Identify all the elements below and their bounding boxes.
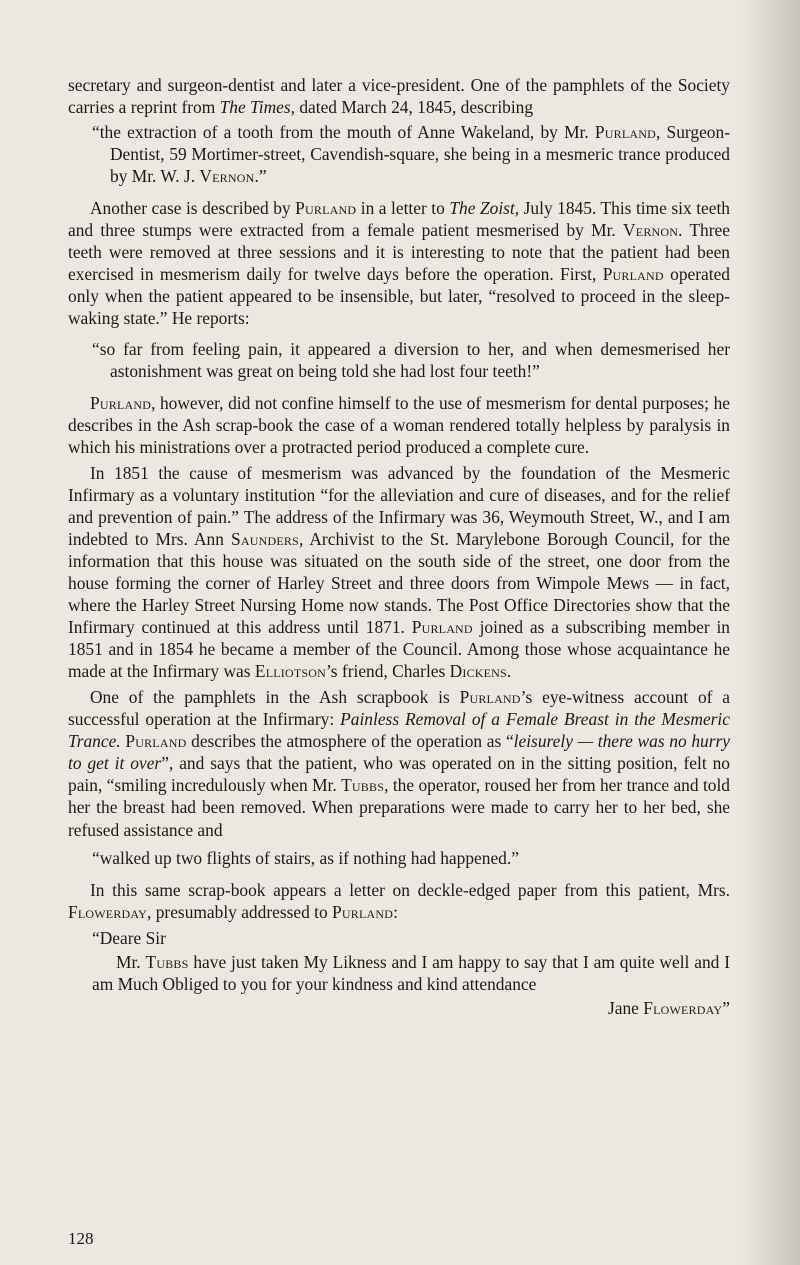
name-smallcaps: Vernon [623,220,679,241]
name-smallcaps: Flowerday [68,901,148,922]
page-edge-shadow [740,0,800,1265]
text-run: describes the atmosphere of the operation as “ [186,731,514,752]
paragraph-3 [68,392,730,458]
periodical-title: The Times, [219,97,295,118]
periodical-title: The Zoist, [449,198,520,219]
text-run: In this same scrap-book appears a letter on deckle-edged paper from this patient, Mrs. [90,879,730,900]
paragraph-1 [68,74,730,118]
name-smallcaps: Purland [594,122,656,143]
name-smallcaps: Saunders [230,528,299,549]
text-run: operated only when the patient appeared to be insensible, but later, “resolved to proceed in the sleep-waking state.” He reports: [68,264,731,329]
name-smallcaps: Purland [295,198,357,219]
letter-body [92,951,730,995]
name-smallcaps: Dickens [449,661,507,682]
letter-salutation: “Deare Sir [92,927,166,948]
paragraph-6 [68,879,730,923]
page-text [68,74,730,1019]
name-smallcaps: Flowerday [643,997,723,1018]
name-smallcaps: Purland [411,617,473,638]
name-smallcaps: Purland [332,901,394,922]
text-run: joined as a subscribing member in 1851 and in 1854 he became a member of the Council. Among those whose acquaintance he made at the Infirmary was [68,617,731,682]
name-smallcaps: Purland [459,687,521,708]
name-smallcaps: Tubbs [145,951,189,972]
text-run: In 1851 the cause of mesmerism was advanced by the foundation of the Mesmeric Infirmary as a voluntary institution “for the alleviation and cure of diseases, and for the relief and prevention of pain.” The address of the Infirmary was 36, Weymouth Street, W., and I am indebted to Mrs. Ann [68,462,730,549]
text-run: . [506,661,512,682]
quote-2: “so far from feeling pain, it appeared a diversion to her, and when demesmerised her astonishment was great on being told she had lost four teeth!” [92,338,730,381]
text-run: , the operator, roused her from her trance and told her the breast had been removed. When preparations were made to carry her to her bed, she refused assistance and [68,775,730,840]
pamphlet-title: Painless Removal of a Female Breast in the Mesmeric Trance. [68,709,730,752]
italic-quote: leisurely — there was no hurry to get it over [68,731,730,774]
text-run: , Archivist to the St. Marylebone Borough Council, for the information that this house was situated on the south side of the street, one door from the house forming the corner of Harley Street and three doors from Wimpole Mews — in fact, where the Harley Street Nursing Home now stands. The Post Office Directories show that the Infirmary continued at this address until 1871. [68,528,730,638]
text-run: “the extraction of a tooth from the mouth of Anne Wakeland, by Mr. [92,122,595,143]
name-smallcaps: Purland [602,264,664,285]
text-run: , presumably addressed to [147,901,333,922]
text-run: .” [254,166,267,187]
page-number: 128 [68,1229,94,1248]
paragraph-4 [68,462,730,682]
text-run: : [393,901,398,922]
text-run: Jane [607,997,644,1018]
name-smallcaps: Purland [125,731,187,752]
name-smallcaps: Tubbs [341,775,385,796]
name-smallcaps: Elliotson [254,661,326,682]
text-run: July 1845. This time six teeth and three stumps were extracted from a female patient mesmerised by Mr. [68,198,730,241]
letter-signature [68,997,730,1019]
text-run: ”, and says that the patient, who was operated on in the sitting position, felt no pain, “smiling incredulously when Mr. [68,753,730,796]
text-run: . Three teeth were removed at three sessions and it is interesting to note that the patient had been exercised in mesmerism daily for twelve days before the operation. First, [68,220,730,285]
text-run: have just taken My Likness and I am happy to say that I am quite well and I am Much Obliged to you for your kindness and kind attendance [92,951,730,994]
quote-1 [92,121,730,187]
text-run: dated March 24, 1845, describing [294,97,534,118]
text-run: ’s eye-witness account of a successful operation at the Infirmary: [68,687,730,730]
text-run: Another case is described by [90,198,296,219]
paragraph-5 [68,686,730,840]
text-run: in a letter to [356,198,450,219]
text-run: secretary and surgeon-dentist and later a vice-president. One of the pamphlets of the Society carries a reprint from [68,75,730,118]
text-run: ’s friend, Charles [325,661,450,682]
text-run: , however, did not confine himself to the use of mesmerism for dental purposes; he describes in the Ash scrap-book the case of a woman rendered totally helpless by paralysis in which his ministrations over a protracted period produced a complete cure. [68,392,730,457]
text-run: ” [722,997,730,1018]
name-smallcaps: Purland [90,392,152,413]
quote-3: “walked up two flights of stairs, as if nothing had happened.” [92,847,519,868]
text-run: One of the pamphlets in the Ash scrapbook is [90,687,460,708]
text-run: , Surgeon-Dentist, 59 Mortimer-street, Cavendish-square, she being in a mesmeric trance produced by Mr. W. J. [110,122,730,187]
paragraph-2 [68,197,730,329]
text-run: Mr. [116,951,146,972]
name-smallcaps: Vernon [199,166,255,187]
